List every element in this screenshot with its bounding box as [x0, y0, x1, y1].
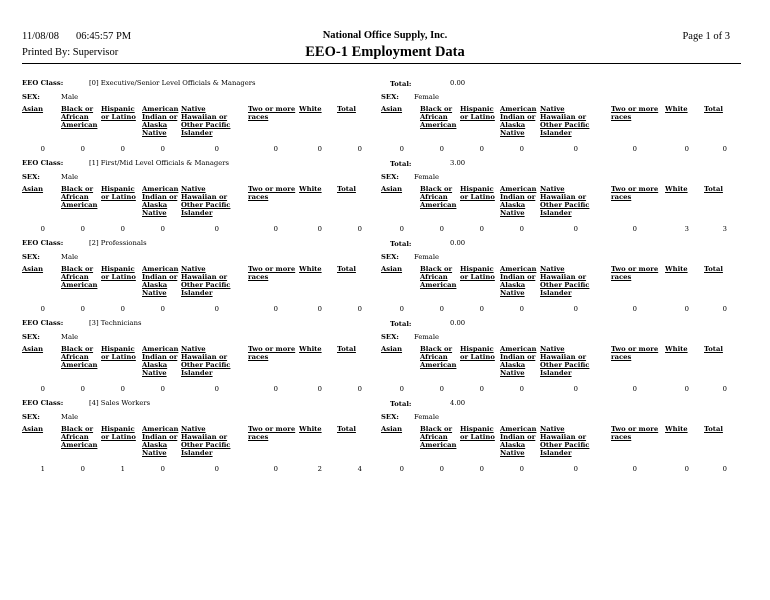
count-male-two-or-more: 0	[273, 465, 278, 473]
total-label: Total:	[390, 160, 412, 168]
count-male-hispanic: 0	[120, 225, 125, 233]
column-header-asian: Asian	[381, 425, 403, 433]
count-male-american-indian: 0	[160, 145, 165, 153]
sex-label: SEX:	[381, 173, 399, 181]
count-male-hawaiian: 0	[214, 305, 219, 313]
count-male-total: 0	[357, 145, 362, 153]
count-male-total: 0	[357, 305, 362, 313]
column-header-hawaiian: Native Hawaiian or Other Pacific Islander	[181, 345, 231, 377]
sex-label: SEX:	[22, 413, 40, 421]
count-female-two-or-more: 0	[632, 145, 637, 153]
count-male-white: 0	[317, 305, 322, 313]
count-female-american-indian: 0	[519, 465, 524, 473]
count-female-white: 0	[684, 145, 689, 153]
count-female-asian: 0	[399, 145, 404, 153]
column-header-asian: Asian	[22, 265, 44, 273]
count-male-hawaiian: 0	[214, 225, 219, 233]
eeo-class-name: [4] Sales Workers	[89, 399, 151, 407]
count-female-two-or-more: 0	[632, 385, 637, 393]
count-female-hawaiian: 0	[573, 385, 578, 393]
count-male-asian: 1	[40, 465, 45, 473]
count-female-asian: 0	[399, 385, 404, 393]
count-male-two-or-more: 0	[273, 385, 278, 393]
column-header-hawaiian: Native Hawaiian or Other Pacific Islander	[181, 185, 231, 217]
count-male-white: 0	[317, 145, 322, 153]
eeo-class-section	[0, 319, 770, 399]
column-header-hispanic: Hispanic or Latino	[101, 425, 136, 441]
column-header-hispanic: Hispanic or Latino	[101, 265, 136, 281]
count-male-black: 0	[80, 225, 85, 233]
column-header-black: Black or African American	[420, 265, 457, 289]
count-male-hawaiian: 0	[214, 465, 219, 473]
count-female-hispanic: 0	[479, 145, 484, 153]
count-female-total: 0	[722, 305, 727, 313]
count-female-black: 0	[439, 225, 444, 233]
column-header-two-or-more: Two or more races	[611, 345, 659, 361]
count-female-asian: 0	[399, 305, 404, 313]
eeo-class-label: EEO Class:	[22, 239, 64, 247]
column-header-hispanic: Hispanic or Latino	[460, 425, 495, 441]
column-header-asian: Asian	[381, 345, 403, 353]
count-female-asian: 0	[399, 225, 404, 233]
column-header-hispanic: Hispanic or Latino	[101, 185, 136, 201]
count-male-total: 0	[357, 225, 362, 233]
report-date: 11/08/08	[22, 31, 59, 42]
count-female-white: 0	[684, 465, 689, 473]
column-header-american-indian: American Indian or Alaska Native	[142, 185, 179, 217]
column-header-white: White	[299, 425, 322, 433]
column-header-total: Total	[704, 265, 723, 273]
count-female-hispanic: 0	[479, 385, 484, 393]
total-label: Total:	[390, 80, 412, 88]
column-header-hispanic: Hispanic or Latino	[460, 265, 495, 281]
count-female-hispanic: 0	[479, 465, 484, 473]
column-header-white: White	[299, 265, 322, 273]
total-label: Total:	[390, 240, 412, 248]
column-header-white: White	[665, 425, 688, 433]
sex-value: Female	[414, 333, 440, 341]
eeo-class-label: EEO Class:	[22, 399, 64, 407]
count-female-white: 0	[684, 305, 689, 313]
column-header-two-or-more: Two or more races	[611, 425, 659, 441]
sex-label: SEX:	[22, 173, 40, 181]
count-male-two-or-more: 0	[273, 305, 278, 313]
total-value: 0.00	[450, 239, 466, 247]
count-female-american-indian: 0	[519, 305, 524, 313]
count-male-two-or-more: 0	[273, 145, 278, 153]
column-header-two-or-more: Two or more races	[611, 105, 659, 121]
count-female-black: 0	[439, 305, 444, 313]
column-header-white: White	[665, 265, 688, 273]
count-male-hispanic: 0	[120, 305, 125, 313]
column-header-black: Black or African American	[61, 425, 98, 449]
column-header-black: Black or African American	[61, 185, 98, 209]
sex-value: Female	[414, 173, 440, 181]
sex-label: SEX:	[381, 253, 399, 261]
column-header-hawaiian: Native Hawaiian or Other Pacific Islander	[181, 265, 231, 297]
sex-label: SEX:	[22, 333, 40, 341]
count-female-hawaiian: 0	[573, 145, 578, 153]
total-value: 0.00	[450, 79, 466, 87]
column-header-hawaiian: Native Hawaiian or Other Pacific Islander	[540, 425, 590, 457]
eeo-class-name: [0] Executive/Senior Level Officials & Managers	[89, 79, 256, 87]
count-male-black: 0	[80, 145, 85, 153]
column-header-black: Black or African American	[61, 105, 98, 129]
column-header-white: White	[665, 345, 688, 353]
column-header-total: Total	[337, 345, 356, 353]
column-header-two-or-more: Two or more races	[248, 105, 296, 121]
count-female-hawaiian: 0	[573, 465, 578, 473]
total-label: Total:	[390, 320, 412, 328]
column-header-asian: Asian	[22, 345, 44, 353]
sex-label: SEX:	[22, 253, 40, 261]
count-female-asian: 0	[399, 465, 404, 473]
column-header-asian: Asian	[381, 265, 403, 273]
column-header-hawaiian: Native Hawaiian or Other Pacific Islander	[540, 265, 590, 297]
column-header-american-indian: American Indian or Alaska Native	[500, 185, 537, 217]
count-female-two-or-more: 0	[632, 225, 637, 233]
column-header-total: Total	[337, 105, 356, 113]
column-header-hawaiian: Native Hawaiian or Other Pacific Islander	[540, 105, 590, 137]
column-header-american-indian: American Indian or Alaska Native	[500, 345, 537, 377]
total-value: 3.00	[450, 159, 466, 167]
company-name: National Office Supply, Inc.	[322, 30, 448, 41]
count-female-black: 0	[439, 465, 444, 473]
column-header-hawaiian: Native Hawaiian or Other Pacific Islander	[181, 105, 231, 137]
column-header-american-indian: American Indian or Alaska Native	[142, 345, 179, 377]
column-header-black: Black or African American	[420, 185, 457, 209]
count-male-black: 0	[80, 385, 85, 393]
column-header-asian: Asian	[22, 425, 44, 433]
count-female-hispanic: 0	[479, 225, 484, 233]
count-female-total: 0	[722, 145, 727, 153]
count-female-american-indian: 0	[519, 225, 524, 233]
column-header-american-indian: American Indian or Alaska Native	[142, 265, 179, 297]
count-male-black: 0	[80, 465, 85, 473]
sex-value: Female	[414, 93, 440, 101]
column-header-total: Total	[337, 265, 356, 273]
count-male-total: 0	[357, 385, 362, 393]
eeo-class-label: EEO Class:	[22, 159, 64, 167]
count-female-hispanic: 0	[479, 305, 484, 313]
count-female-two-or-more: 0	[632, 305, 637, 313]
column-header-total: Total	[704, 185, 723, 193]
column-header-black: Black or African American	[420, 425, 457, 449]
total-value: 4.00	[450, 399, 466, 407]
count-male-hispanic: 0	[120, 145, 125, 153]
header-divider	[22, 63, 741, 64]
eeo-class-section	[0, 239, 770, 319]
column-header-total: Total	[704, 345, 723, 353]
column-header-white: White	[299, 185, 322, 193]
column-header-asian: Asian	[381, 185, 403, 193]
column-header-white: White	[665, 105, 688, 113]
column-header-black: Black or African American	[420, 345, 457, 369]
column-header-white: White	[299, 105, 322, 113]
column-header-hawaiian: Native Hawaiian or Other Pacific Islander	[181, 425, 231, 457]
sex-value: Female	[414, 413, 440, 421]
column-header-two-or-more: Two or more races	[248, 265, 296, 281]
column-header-total: Total	[704, 105, 723, 113]
count-male-black: 0	[80, 305, 85, 313]
count-female-white: 3	[684, 225, 689, 233]
column-header-black: Black or African American	[61, 345, 98, 369]
count-female-hawaiian: 0	[573, 225, 578, 233]
column-header-white: White	[299, 345, 322, 353]
count-male-asian: 0	[40, 225, 45, 233]
column-header-total: Total	[337, 425, 356, 433]
count-male-hawaiian: 0	[214, 385, 219, 393]
page-indicator: Page 1 of 3	[682, 31, 730, 42]
column-header-hispanic: Hispanic or Latino	[101, 105, 136, 121]
column-header-black: Black or African American	[61, 265, 98, 289]
sex-label: SEX:	[22, 93, 40, 101]
sex-value: Male	[61, 413, 79, 421]
eeo-class-section	[0, 79, 770, 159]
column-header-two-or-more: Two or more races	[611, 185, 659, 201]
column-header-total: Total	[337, 185, 356, 193]
column-header-hispanic: Hispanic or Latino	[101, 345, 136, 361]
count-male-hawaiian: 0	[214, 145, 219, 153]
report-title: EEO-1 Employment Data	[305, 44, 465, 60]
count-male-american-indian: 0	[160, 305, 165, 313]
eeo-class-label: EEO Class:	[22, 319, 64, 327]
sex-value: Female	[414, 253, 440, 261]
total-value: 0.00	[450, 319, 466, 327]
eeo-class-name: [3] Technicians	[89, 319, 142, 327]
count-female-white: 0	[684, 385, 689, 393]
column-header-asian: Asian	[381, 105, 403, 113]
sex-value: Male	[61, 253, 79, 261]
eeo-class-section	[0, 399, 770, 479]
count-male-hispanic: 1	[120, 465, 125, 473]
column-header-american-indian: American Indian or Alaska Native	[500, 265, 537, 297]
column-header-two-or-more: Two or more races	[611, 265, 659, 281]
column-header-hispanic: Hispanic or Latino	[460, 345, 495, 361]
printed-by: Printed By: Supervisor	[22, 47, 119, 58]
column-header-hawaiian: Native Hawaiian or Other Pacific Islander	[540, 185, 590, 217]
count-male-american-indian: 0	[160, 225, 165, 233]
column-header-american-indian: American Indian or Alaska Native	[142, 425, 179, 457]
sex-value: Male	[61, 93, 79, 101]
column-header-hispanic: Hispanic or Latino	[460, 105, 495, 121]
count-female-total: 3	[722, 225, 727, 233]
count-female-american-indian: 0	[519, 145, 524, 153]
sex-label: SEX:	[381, 93, 399, 101]
column-header-asian: Asian	[22, 105, 44, 113]
count-male-asian: 0	[40, 305, 45, 313]
count-female-total: 0	[722, 385, 727, 393]
column-header-american-indian: American Indian or Alaska Native	[500, 105, 537, 137]
count-male-asian: 0	[40, 145, 45, 153]
count-male-white: 0	[317, 225, 322, 233]
column-header-hispanic: Hispanic or Latino	[460, 185, 495, 201]
column-header-two-or-more: Two or more races	[248, 185, 296, 201]
count-male-american-indian: 0	[160, 385, 165, 393]
column-header-white: White	[665, 185, 688, 193]
sex-value: Male	[61, 173, 79, 181]
column-header-black: Black or African American	[420, 105, 457, 129]
count-female-total: 0	[722, 465, 727, 473]
report-time: 06:45:57 PM	[76, 31, 132, 42]
sex-label: SEX:	[381, 333, 399, 341]
column-header-american-indian: American Indian or Alaska Native	[142, 105, 179, 137]
column-header-hawaiian: Native Hawaiian or Other Pacific Islander	[540, 345, 590, 377]
column-header-two-or-more: Two or more races	[248, 425, 296, 441]
count-male-total: 4	[357, 465, 362, 473]
count-male-asian: 0	[40, 385, 45, 393]
total-label: Total:	[390, 400, 412, 408]
count-female-black: 0	[439, 385, 444, 393]
count-male-american-indian: 0	[160, 465, 165, 473]
count-female-hawaiian: 0	[573, 305, 578, 313]
eeo-class-label: EEO Class:	[22, 79, 64, 87]
column-header-american-indian: American Indian or Alaska Native	[500, 425, 537, 457]
column-header-two-or-more: Two or more races	[248, 345, 296, 361]
count-male-hispanic: 0	[120, 385, 125, 393]
eeo-class-name: [1] First/Mid Level Officials & Managers	[89, 159, 230, 167]
count-male-white: 2	[317, 465, 322, 473]
sex-label: SEX:	[381, 413, 399, 421]
column-header-total: Total	[704, 425, 723, 433]
count-male-white: 0	[317, 385, 322, 393]
count-female-black: 0	[439, 145, 444, 153]
count-female-two-or-more: 0	[632, 465, 637, 473]
count-female-american-indian: 0	[519, 385, 524, 393]
column-header-asian: Asian	[22, 185, 44, 193]
sex-value: Male	[61, 333, 79, 341]
eeo-class-name: [2] Professionals	[89, 239, 147, 247]
eeo-class-section	[0, 159, 770, 239]
count-male-two-or-more: 0	[273, 225, 278, 233]
